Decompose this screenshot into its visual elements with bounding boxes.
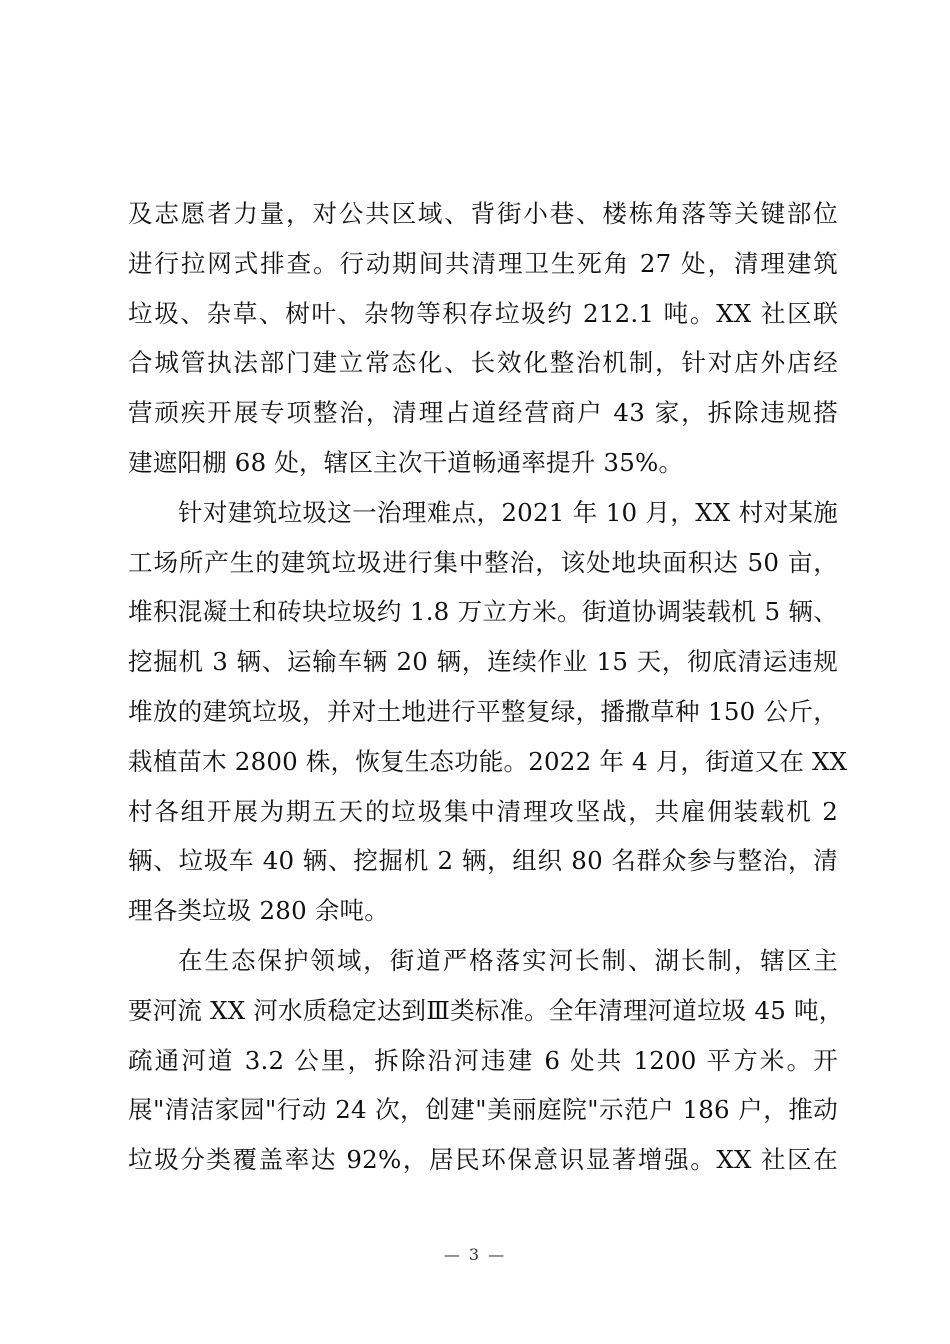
text-line: 栽植苗木 2800 株，恢复生态功能。2022 年 4 月，街道又在 XX [128, 746, 848, 776]
paragraph-2 [128, 488, 848, 936]
text-line: 合城管执法部门建立常态化、长效化整治机制，针对店外店经 [128, 348, 838, 378]
text-line: 疏通河道 3.2 公里，拆除沿河违建 6 处共 1200 平方米。开 [128, 1045, 838, 1075]
paragraph-3 [128, 936, 844, 1185]
paragraph-1 [128, 189, 838, 488]
text-line: 垃圾分类覆盖率达 92%，居民环保意识显著增强。XX 社区在 [128, 1145, 838, 1175]
text-line: 针对建筑垃圾这一治理难点，2021 年 10 月，XX 村对某施 [178, 497, 838, 527]
text-line: 要河流 XX 河水质稳定达到Ⅲ类标准。全年清理河道垃圾 45 吨， [128, 995, 844, 1025]
text-line: 垃圾、杂草、树叶、杂物等积存垃圾约 212.1 吨。XX 社区联 [128, 298, 838, 328]
page-number: — 3 — [443, 1245, 507, 1264]
text-line: 辆、垃圾车 40 辆、挖掘机 2 辆，组织 80 名群众参与整治，清 [128, 846, 838, 876]
text-line: 及志愿者力量，对公共区域、背街小巷、楼栋角落等关键部位 [128, 199, 838, 228]
text-line: 在生态保护领域，街道严格落实河长制、湖长制，辖区主 [178, 945, 838, 975]
text-line: 挖掘机 3 辆、运输车辆 20 辆，连续作业 15 天，彻底清运违规 [128, 647, 838, 677]
text-line: 建遮阳棚 68 处，辖区主次干道畅通率提升 35%。 [128, 447, 684, 477]
text-line: 进行拉网式排查。行动期间共清理卫生死角 27 处，清理建筑 [128, 248, 838, 278]
text-line: 村各组开展为期五天的垃圾集中清理攻坚战，共雇佣装载机 2 [128, 796, 838, 826]
text-line: 堆放的建筑垃圾，并对土地进行平整复绿，播撒草种 150 公斤， [128, 696, 838, 726]
text-line: 理各类垃圾 280 余吨。 [128, 896, 389, 926]
text-line: 营顽疾开展专项整治，清理占道经营商户 43 家，拆除违规搭 [128, 398, 838, 428]
text-line: 工场所产生的建筑垃圾进行集中整治，该处地块面积达 50 亩， [128, 547, 838, 577]
text-line: 展"清洁家园"行动 24 次，创建"美丽庭院"示范户 186 户，推动 [128, 1095, 838, 1125]
text-line: 堆积混凝土和砖块垃圾约 1.8 万立方米。街道协调装载机 5 辆、 [128, 597, 838, 627]
body-text [128, 189, 848, 1185]
